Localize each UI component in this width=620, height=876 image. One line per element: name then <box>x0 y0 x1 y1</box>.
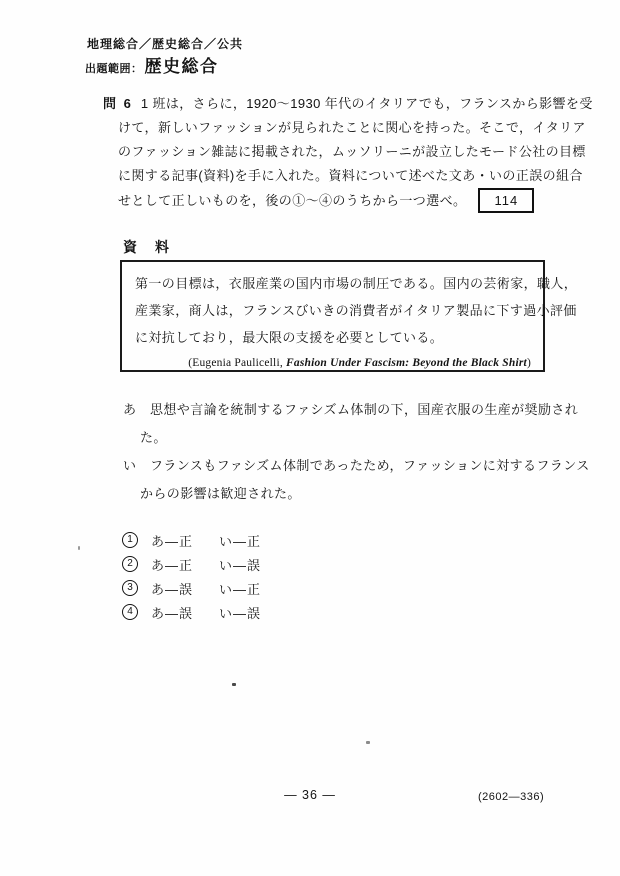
question-line <box>103 92 593 116</box>
statement-i-text <box>140 452 590 508</box>
option-2-a-pair: あ―正 <box>151 557 194 573</box>
question-6 <box>103 92 593 213</box>
question-number: 問 6 <box>103 96 133 111</box>
question-line <box>103 188 553 213</box>
option-2 <box>122 552 261 576</box>
option-2-i-pair: い―誤 <box>219 557 262 573</box>
source-line: 第一の目標は，衣服産業の国内市場の制圧である。国内の芸術家，職人， <box>135 276 578 291</box>
citation-close: ) <box>526 357 531 369</box>
range-label: 出題範囲： <box>85 63 143 75</box>
page-number: ― 36 ― <box>284 788 336 802</box>
option-3 <box>122 576 261 600</box>
statement-line: 思想や言論を統制するファシズム体制の下，国産衣服の生産が奨励され <box>150 402 579 417</box>
question-text: せとして正しいものを，後の①～④のうちから一つ選べ。 <box>118 192 467 208</box>
option-4 <box>122 600 261 624</box>
statement-a <box>123 396 583 452</box>
source-citation <box>135 353 533 373</box>
statement-i-marker: い <box>123 458 137 473</box>
option-1-a-pair: あ―正 <box>151 533 194 549</box>
scan-artifact <box>232 683 236 686</box>
source-label: 資 料 <box>123 239 171 255</box>
range-value: 歴史総合 <box>144 57 219 76</box>
option-3-i-pair: い―正 <box>219 581 262 597</box>
option-3-a-pair: あ―誤 <box>151 581 194 597</box>
citation-title: Fashion Under Fascism: Beyond the Black Shirt <box>286 357 527 369</box>
option-4-i-pair: い―誤 <box>219 605 262 621</box>
option-2-number-icon: 2 <box>122 556 138 572</box>
statement-line: からの影響は歓迎された。 <box>140 486 301 501</box>
subjects-header: 地理総合／歴史総合／公共 <box>87 37 244 51</box>
question-line: に関する記事(資料)を手に入れた。資料について述べた文あ・いの正誤の組合 <box>118 168 583 183</box>
source-line: に対抗しており，最大限の支援を必要としている。 <box>135 330 444 345</box>
statement-i <box>123 452 590 508</box>
statement-a-text <box>140 396 579 452</box>
option-1-number-icon: 1 <box>122 532 138 548</box>
document-code: (2602―336) <box>478 791 545 803</box>
source-box <box>120 260 578 372</box>
question-text: 1 班は，さらに，1920～1930 年代のイタリアでも，フランスから影響を受 <box>140 96 593 111</box>
question-line: のファッション雑誌に掲載された，ムッソリーニが設立したモード公社の目標 <box>118 144 586 159</box>
citation-author: (Eugenia Paulicelli, <box>188 357 286 369</box>
answer-options <box>122 528 261 624</box>
answer-number-box: 114 <box>478 188 534 213</box>
statement-a-marker: あ <box>123 402 137 417</box>
source-line: 産業家，商人は，フランスびいきの消費者がイタリア製品に下す過小評価 <box>135 303 577 318</box>
option-3-number-icon: 3 <box>122 580 138 596</box>
option-1 <box>122 528 261 552</box>
option-1-i-pair: い―正 <box>219 533 262 549</box>
statement-line: フランスもファシズム体制であったため，ファッションに対するフランス <box>150 458 590 473</box>
option-4-number-icon: 4 <box>122 604 138 620</box>
exam-range <box>85 52 219 77</box>
option-4-a-pair: あ―誤 <box>151 605 194 621</box>
scan-artifact <box>78 546 80 550</box>
question-line: けて，新しいファッションが見られたことに関心を持った。そこで，イタリア <box>118 120 586 135</box>
scan-artifact <box>366 741 370 744</box>
statement-line: た。 <box>140 430 167 445</box>
